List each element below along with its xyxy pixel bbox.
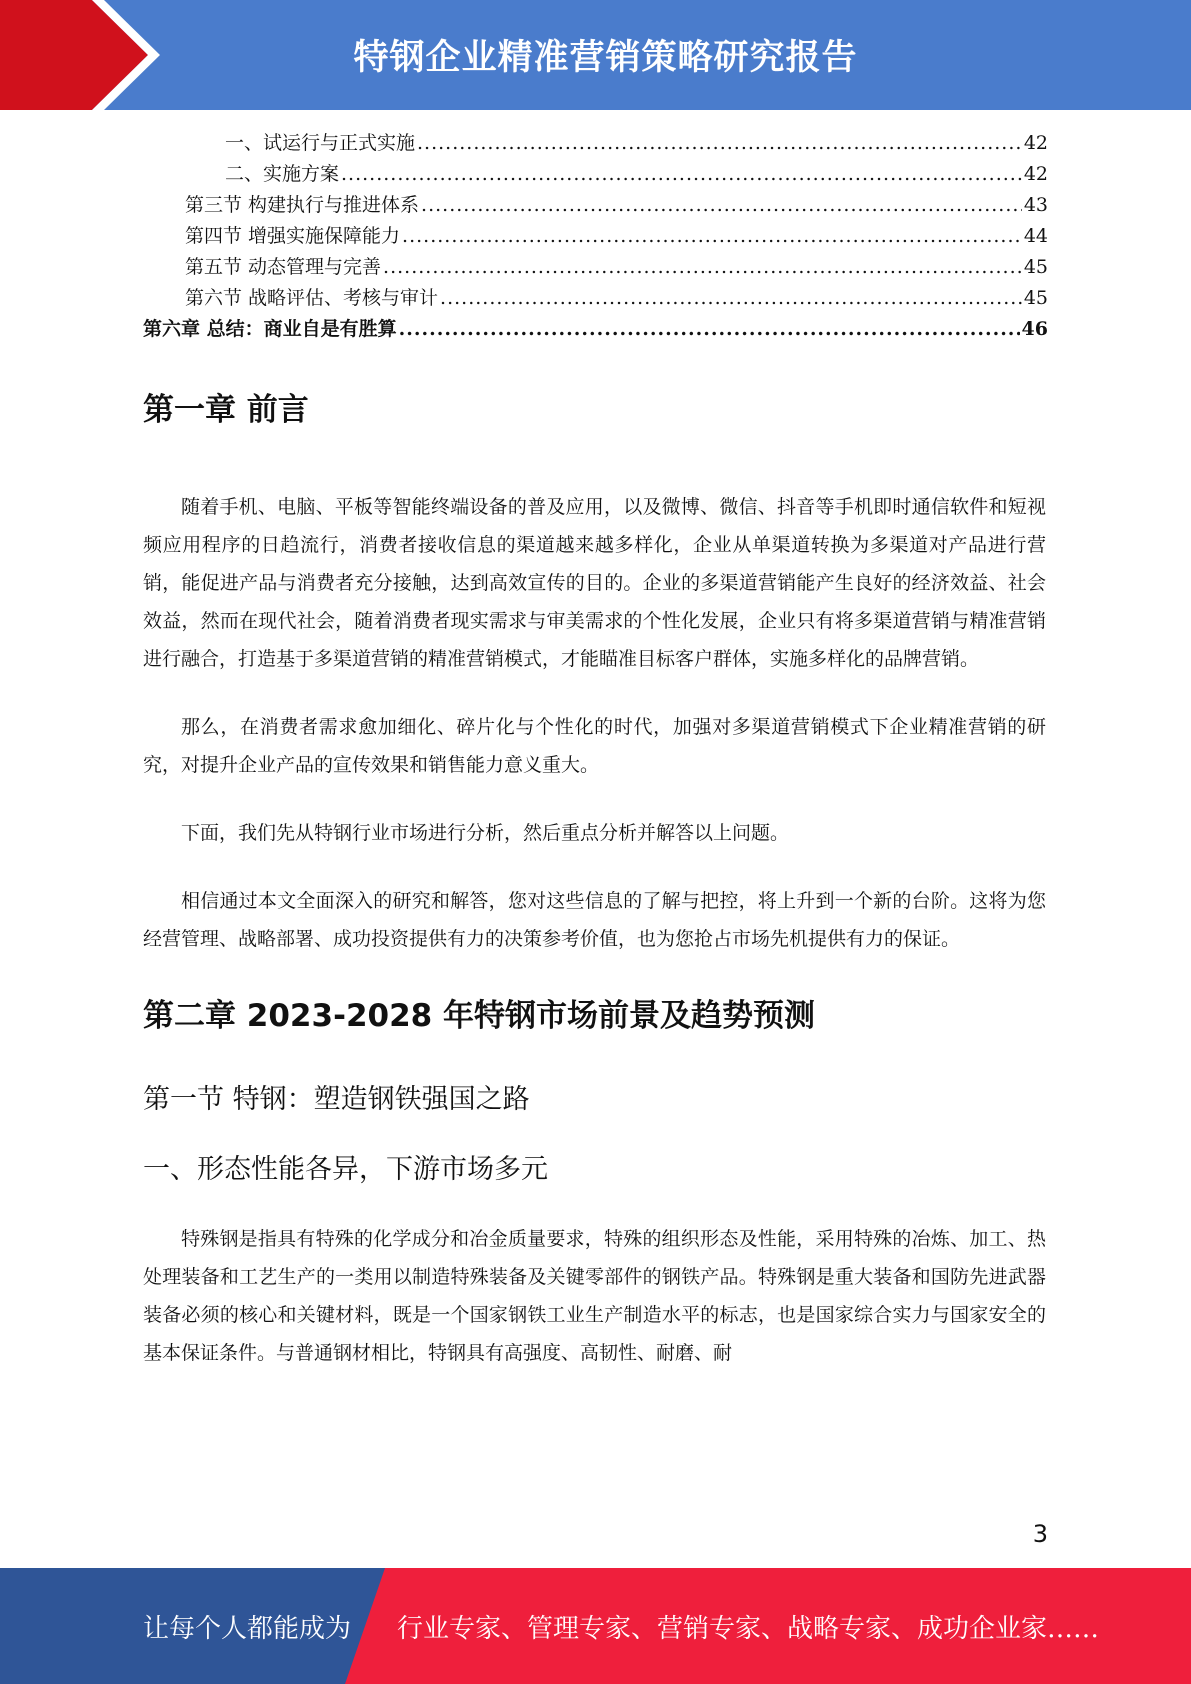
- toc-leader-dots: [383, 256, 1022, 278]
- toc-entry-page: 42: [1023, 163, 1048, 185]
- toc-entry[interactable]: [143, 221, 1048, 252]
- toc-entry-title: 一、试运行与正式实施: [225, 132, 416, 154]
- toc-entry-title: 第六节 战略评估、考核与审计: [185, 287, 439, 309]
- toc-entry-page: 44: [1023, 225, 1048, 247]
- toc-entry[interactable]: [143, 190, 1048, 221]
- toc-entry[interactable]: [143, 159, 1048, 190]
- toc-leader-dots: [421, 194, 1022, 216]
- chapter1-paragraph-3: 下面，我们先从特钢行业市场进行分析，然后重点分析并解答以上问题。: [181, 822, 790, 844]
- toc-entry[interactable]: [143, 314, 1048, 345]
- report-title: 特钢企业精准营销策略研究报告: [353, 38, 858, 78]
- section1-heading: 第一节 特钢：塑造钢铁强国之路: [143, 1084, 530, 1115]
- main-content: [143, 382, 1046, 1372]
- toc-leader-dots: [399, 318, 1020, 340]
- toc-entry-page: 46: [1021, 318, 1048, 340]
- chapter2-heading: 第二章 2023-2028 年特钢市场前景及趋势预测: [143, 998, 816, 1034]
- toc-entry-page: 45: [1023, 256, 1048, 278]
- table-of-contents: [143, 128, 1048, 345]
- toc-entry-title: 二、实施方案: [225, 163, 340, 185]
- chapter2-paragraph-1: 特殊钢是指具有特殊的化学成分和冶金质量要求，特殊的组织形态及性能，采用特殊的冶炼、加工、热处理装备和工艺生产的一类用以制造特殊装备及关键零部件的钢铁产品。特殊钢是重大装备和国防先进武器装备必须的核心和关键材料，既是一个国家钢铁工业生产制造水平的标志，也是国家综合实力与国家安全的基本保证条件。与普通钢材相比，特钢具有高强度、高韧性、耐磨、耐: [143, 1228, 1046, 1364]
- toc-entry-title: 第三节 构建执行与推进体系: [185, 194, 420, 216]
- toc-entry-page: 42: [1023, 132, 1048, 154]
- toc-entry-title: 第六章 总结：商业自是有胜算: [143, 318, 397, 340]
- toc-entry[interactable]: [143, 252, 1048, 283]
- chapter1-paragraph-4: 相信通过本文全面深入的研究和解答，您对这些信息的了解与把控，将上升到一个新的台阶。这将为您经营管理、战略部署、成功投资提供有力的决策参考价值，也为您抢占市场先机提供有力的保证。: [143, 890, 1046, 950]
- footer-slogan-left: 让每个人都能成为: [143, 1614, 352, 1644]
- toc-entry-page: 45: [1023, 287, 1048, 309]
- chapter1-heading: 第一章 前言: [143, 392, 309, 428]
- chapter1-paragraph-1: 随着手机、电脑、平板等智能终端设备的普及应用，以及微博、微信、抖音等手机即时通信软件和短视频应用程序的日趋流行，消费者接收信息的渠道越来越多样化，企业从单渠道转换为多渠道对产品进行营销，能促进产品与消费者充分接触，达到高效宣传的目的。企业的多渠道营销能产生良好的经济效益、社会效益，然而在现代社会，随着消费者现实需求与审美需求的个性化发展，企业只有将多渠道营销与精准营销进行融合，打造基于多渠道营销的精准营销模式，才能瞄准目标客户群体，实施多样化的品牌营销。: [143, 496, 1046, 670]
- page-number: 3: [1032, 1520, 1048, 1548]
- subsection1-heading: 一、形态性能各异，下游市场多元: [143, 1154, 548, 1185]
- page-header: [0, 0, 1191, 110]
- chapter1-paragraph-2: 那么，在消费者需求愈加细化、碎片化与个性化的时代，加强对多渠道营销模式下企业精准营销的研究，对提升企业产品的宣传效果和销售能力意义重大。: [143, 716, 1046, 776]
- toc-leader-dots: [440, 287, 1022, 309]
- toc-leader-dots: [341, 163, 1022, 185]
- toc-entry-title: 第四节 增强实施保障能力: [185, 225, 401, 247]
- page-footer: [0, 1568, 1191, 1684]
- toc-entry[interactable]: [143, 283, 1048, 314]
- toc-leader-dots: [417, 132, 1022, 154]
- footer-slogan-right: 行业专家、管理专家、营销专家、战略专家、成功企业家……: [397, 1614, 1100, 1644]
- toc-entry-page: 43: [1023, 194, 1048, 216]
- toc-entry-title: 第五节 动态管理与完善: [185, 256, 382, 278]
- toc-entry[interactable]: [143, 128, 1048, 159]
- toc-leader-dots: [402, 225, 1022, 247]
